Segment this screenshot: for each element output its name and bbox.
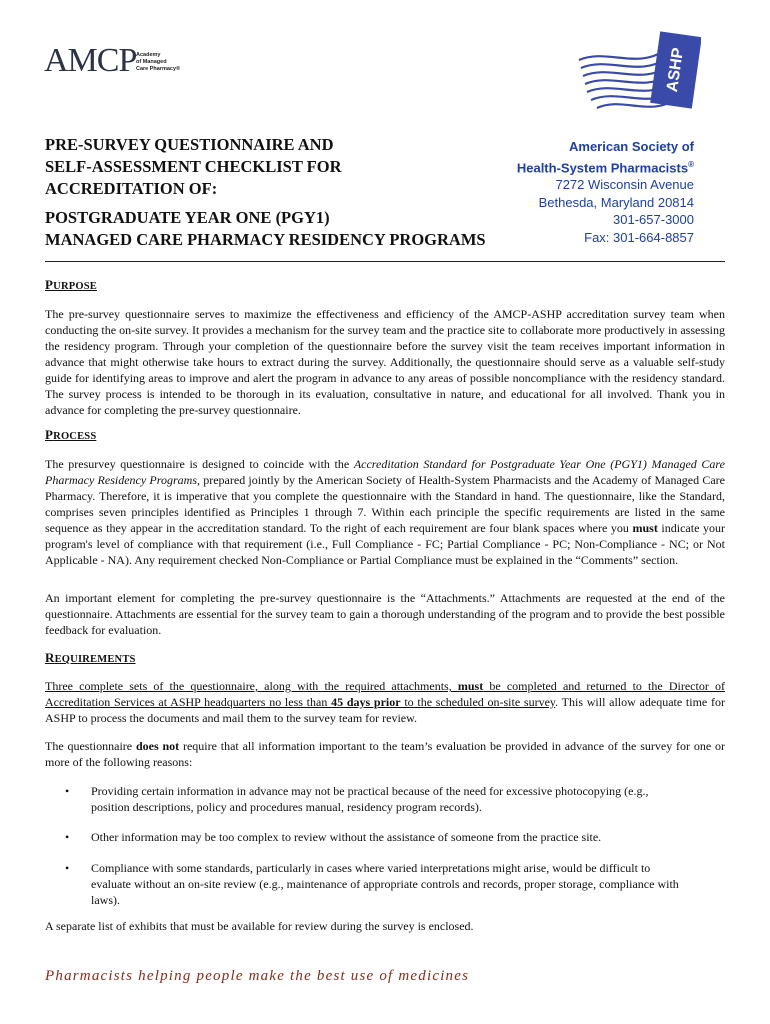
emphasis-must: must [457,679,484,693]
purpose-heading [45,277,97,293]
amcp-sub-line: of Managed [136,59,167,65]
text-run: prepared jointly by the American Society of Health-System Pharmacists and the Academy of Managed Care Pharmacy. Therefore, it is imperative that you complete the questionnaire with the Standard in hand. The questionnaire, like the Standard, comprises seven principles identified as Principles 1 through 7. Within each principle the specific requirements are listed in the same sequence as they appear in the accreditation standard. To the right of each requirement are four blank spaces where you [45,473,725,535]
process-paragraph-2: An important element for completing the pre-survey questionnaire is the “Attachments.” Attachments are requested at the end of the questionnaire. Attachments are essential for the survey team to gain a thorough understanding of the program and to provide the best possible feedback for evaluation. [45,591,725,637]
address-phone: 301-657-3000 [613,212,694,228]
ashp-logo-text: ASHP [663,46,688,94]
address-street: 7272 Wisconsin Avenue [555,177,694,193]
process-heading [45,427,96,443]
text-run: The presurvey questionnaire is designed to coincide with the [45,457,354,471]
requirements-heading [45,650,136,666]
document-subtitle [45,207,486,251]
list-item-text: Other information may be too complex to review without the assistance of someone from the practice site. [91,830,602,844]
amcp-logo [44,44,214,92]
address-city: Bethesda, Maryland 20814 [538,194,694,210]
amcp-sub-line: Academy [136,52,161,58]
ashp-address [517,138,694,246]
heading-cap: P [45,427,54,442]
footer-tagline: Pharmacists helping people make the best use of medicines [45,968,470,984]
bullet-marker: • [65,861,70,875]
requirements-paragraph-1 [45,678,725,726]
heading-rest: EQUIREMENTS [54,654,136,665]
address-org-line2: Health-System Pharmacists [516,159,689,175]
text-run: indicate your program's level of compliance with that requirement (i.e., Full Compliance - FC; Partial Compliance - PC; Non-Compliance - NC; or Not Applicable - NA). Any requirement checked Non-Compliance or Partial Compliance must be explained in the “Comments” section. [45,521,725,567]
subtitle-line: MANAGED CARE PHARMACY RESIDENCY PROGRAMS [45,230,486,249]
emphasis-days: 45 days prior [331,695,401,709]
purpose-paragraph: The pre-survey questionnaire serves to maximize the effectiveness and efficiency of the AMCP-ASHP accreditation survey team when conducting the on-site survey. It provides a mechanism for the survey team and the practice site to collaborate more productively in assessing the residency program. Through your completion of the questionnaire before the survey visit the team receives important information in advance that might otherwise take hours to extract during the survey. Additionally, the questionnaire should serve as a valuable self-study guide for identifying areas to improve and alert the program in advance to any areas of possible noncompliance with the residency standard. The survey process is intended to be thorough in its evaluation, consultative in nature, and educational for all involved. Thank you in advance for completing the pre-survey questionnaire. [45,307,725,417]
heading-rest: URPOSE [53,281,97,292]
text-run: require that all information important to the team’s evaluation be provided in advance of the survey for one or more of the following reasons: [45,739,725,769]
ashp-logo [577,30,701,120]
text-run: Three complete sets of the questionnaire, along with the required attachments, [45,679,458,693]
title-line: SELF-ASSESSMENT CHECKLIST FOR [45,157,342,176]
text-run: . This will allow adequate time for ASHP to process the documents and mail them to the survey team for review. [45,695,725,725]
address-fax: Fax: 301-664-8857 [584,229,694,245]
amcp-sub-line: Care Pharmacy® [136,66,181,72]
requirements-closing: A separate list of exhibits that must be available for review during the survey is enclosed. [45,919,474,933]
list-item-text: Compliance with some standards, particularly in cases where varied interpretations might arise, would be difficult to evaluate without an on-site review (e.g., maintenance of appropriate controls and records, proper storage, compliance with laws). [91,861,679,907]
emphasis-must: must [632,521,658,535]
list-item-text: Providing certain information in advance may not be practical because of the need for excessive photocopying (e.g., position descriptions, policy and procedures manual, residency program records). [91,784,649,814]
text-run: to the scheduled on-site survey [400,695,556,709]
title-line: ACCREDITATION OF: [45,179,218,198]
text-run: The questionnaire [45,739,136,753]
heading-cap: R [45,650,55,665]
title-line: PRE-SURVEY QUESTIONNAIRE AND [45,135,334,154]
bullet-marker: • [65,830,70,844]
heading-rest: ROCESS [53,431,97,442]
subtitle-line: POSTGRADUATE YEAR ONE (PGY1) [45,208,330,227]
standard-title: Accreditation Standard for Postgraduate Year One (PGY1) Managed Care Pharmacy Residency Programs, [45,457,725,487]
header-divider [45,261,725,262]
address-org-line1: American Society of [569,139,694,154]
text-run: be completed and returned to the Director of Accreditation Services at ASHP headquarters no less than [45,679,725,709]
requirements-paragraph-2 [45,738,725,770]
heading-cap: P [45,277,54,292]
document-title [45,134,515,200]
emphasis-does-not: does not [135,739,180,753]
process-paragraph-1 [45,456,725,568]
amcp-logo-subtitle [136,52,180,73]
registered-mark: ® [688,159,694,169]
bullet-marker: • [65,784,70,798]
amcp-logo-word: AMCP [44,42,137,79]
